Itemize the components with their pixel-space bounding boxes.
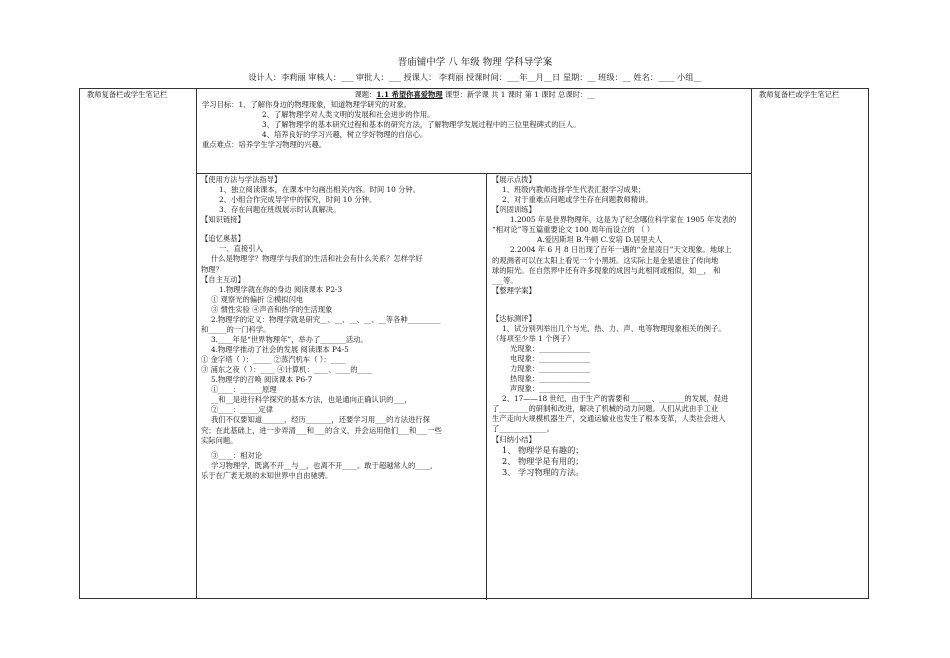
document-title: 晋庙铺中学 八 年级 物理 学科导学案 xyxy=(397,57,553,68)
interact-line: 5.物理学的召唤 阅读课本 P6-7 xyxy=(211,375,313,385)
drill-line: “相对论”等五篇重要论文 100 周年而设立的 （ ） xyxy=(492,225,655,235)
section-heading-summary: 【归纳小结】 xyxy=(492,434,536,444)
section-heading-method: 【使用方法与学法指导】 xyxy=(201,175,282,184)
method-item: 1、独立阅读课本，在课本中勾画出相关内容。时间 10 分钟。 xyxy=(219,185,420,195)
section-heading-organize: 【整理学案】 xyxy=(492,285,536,295)
drill-line: 1.2005 年是世界物理年，这是为了纪念哪位科学家在 1905 年发表的 xyxy=(510,215,737,225)
course-topic: 1.1 希望你喜爱物理 xyxy=(376,90,443,99)
test-line: 了________的研制和改进，解决了机械的动力问题。人们从此由手工业 xyxy=(492,404,719,414)
interact-line: 实际问题。 xyxy=(201,435,238,445)
right-notes-column xyxy=(751,89,868,598)
interact-line: ③____：相对论 xyxy=(211,450,263,460)
test-line: （每项至少举 1 个例子） xyxy=(492,333,575,343)
goal-line: 3、了解物理学的基本研究过程和基本的研究方法，了解物理学发展过程中的三位里程碑式的巨人。 xyxy=(262,120,581,130)
section-heading-interact: 【自主互动】 xyxy=(201,274,245,284)
drill-line: 2.2004 年 6 月 8 日出现了百年一遇的“金星凌日”天文现象。地球上 xyxy=(510,245,732,255)
test-line: 2、17——18 世纪，由于生产的需要和______、_______的发展，促进 xyxy=(502,394,729,404)
right-notes-label: 教师复备栏或学生笔记栏 xyxy=(759,90,840,99)
test-line: 热现象：______________ xyxy=(510,374,591,384)
interact-line: __和__是进行科学探究的基本方法，也是通向正确认识的___， xyxy=(211,395,412,405)
course-header-cell xyxy=(197,89,751,174)
interact-line: 和_____的一门科学。 xyxy=(201,324,271,334)
drill-line: 球的阳光。在自然界中还有许多现象的成因与此相同或相似，如__， 和 xyxy=(492,265,721,275)
recall-line: 一、直接引入 xyxy=(219,244,263,254)
left-notes-column xyxy=(80,89,197,598)
interact-line: 我们不仅要知道______，经历_______，还要学习用___的方法进行探 xyxy=(211,415,430,425)
section-heading-show: 【展示点拨】 xyxy=(492,175,536,184)
left-notes-label: 教师复备栏或学生笔记栏 xyxy=(87,90,168,99)
interact-line: ③ 浦东之夜（ ）：____ ④计算机：____、____的____ xyxy=(201,365,373,375)
recall-line: 什么是物理学？物理学与我们的生活和社会有什么关系？怎样学好 xyxy=(211,254,423,264)
interact-line: ① 金字塔（ ）：_____ ②蒸汽机车（ ）：____ xyxy=(201,355,346,365)
recall-line: 物理？ xyxy=(201,264,223,274)
course-line xyxy=(202,90,747,100)
interact-line: 究；在此基础上，进一步弄清___和___的含义，并会运用他们___和___一些 xyxy=(201,425,442,435)
left-study-pane xyxy=(197,174,487,600)
drill-line: 的观测者可以在太阳上看见一个小黑斑。这实际上是金星遮住了传向地 xyxy=(492,255,719,265)
summary-line: 1、 物理学是有趣的； xyxy=(502,444,584,455)
goal-line: 学习目标：1、了解你身边的物理现象，知道物理学研究的对象。 xyxy=(202,100,411,110)
interact-line: ① 观察光的偏折 ②模拟闪电 xyxy=(211,294,304,304)
worksheet-table xyxy=(79,88,869,599)
test-line: 了_____________。 xyxy=(492,424,555,434)
test-line: 生产走向大规模机器生产，交通运输业也发生了根本变革，人类社会进入 xyxy=(492,414,726,424)
interact-line: ③ 惯性实验 ④声音和热学的生活现象 xyxy=(211,304,333,314)
test-line: 声现象：______________ xyxy=(510,384,591,394)
drill-line: ___等。 xyxy=(492,275,518,285)
summary-line: 3、 学习物理的方法。 xyxy=(502,467,584,478)
header-info-line: 设计人：李莉丽 审核人：___ 审批人：___ 授课人： 李莉丽 授课时间：___年__月__日 星期：__ 班级：__ 姓名：____ 小组__ xyxy=(248,72,702,82)
section-heading-recall: 【追忆奥基】 xyxy=(201,234,245,244)
summary-line: 2、 物理学是有用的； xyxy=(502,455,584,466)
main-content-column xyxy=(197,89,751,598)
interact-line: 2.物理学的定义：物理学就是研究__、__、__、__、__等各种_________ xyxy=(211,314,441,324)
test-line: 电现象：______________ xyxy=(510,354,591,363)
course-prefix: 课题： xyxy=(354,90,377,99)
show-line: 2、对于重难点问题或学生存在问题教师精讲。 xyxy=(502,195,653,205)
interact-line: 3.____年是“世界物理年”，举办了_______活动。 xyxy=(211,334,368,344)
goal-line: 2、了解物理学对人类文明的发展和社会进步的作用。 xyxy=(262,110,435,120)
interact-line: ②____：_____定律 xyxy=(211,405,274,415)
goal-line: 4、培养良好的学习兴趣，树立学好物理的自信心。 xyxy=(262,130,428,140)
interact-line: ①____：______原理 xyxy=(211,385,277,395)
section-heading-knowledge: 【知识链接】 xyxy=(201,215,245,225)
interact-line: 学习物理学，既离不开__与__，也离不开____。敢于超越常人的____， xyxy=(211,460,438,470)
method-item: 2、小组合作完成导学中的探究，时间 10 分钟。 xyxy=(219,195,377,205)
key-points-line: 重点难点：培养学生学习物理的兴趣。 xyxy=(202,140,327,150)
interact-line: 乐于在广袤无垠的未知世界中自由驰骋。 xyxy=(201,470,333,480)
section-heading-drill: 【巩固训练】 xyxy=(492,205,536,215)
test-line: 1、试分别列举出几个与光、热、力、声、电等物理现象相关的例子。 xyxy=(502,323,726,333)
right-study-pane xyxy=(487,174,751,600)
show-line: 1、班级内教师选择学生代表汇报学习成果； xyxy=(502,185,646,195)
interact-line: 4.物理学推动了社会的发展 阅读课本 P4-5 xyxy=(211,345,349,354)
test-line: 光现象：______________ xyxy=(510,343,591,353)
interact-line: 1.物理学就在你的身边 阅读课本 P2-3 xyxy=(219,284,343,294)
test-line: 力现象：______________ xyxy=(510,364,591,374)
section-heading-test: 【达标测评】 xyxy=(492,313,536,323)
method-item: 3、存在问题在班级展示时认真解决。 xyxy=(219,205,341,215)
course-meta: 课型：新学课 共 1 课时 第 1 课时 总课时：__ xyxy=(442,90,595,99)
drill-options: A.爱因斯坦 B.牛顿 C.安培 D.居里夫人 xyxy=(537,235,663,245)
